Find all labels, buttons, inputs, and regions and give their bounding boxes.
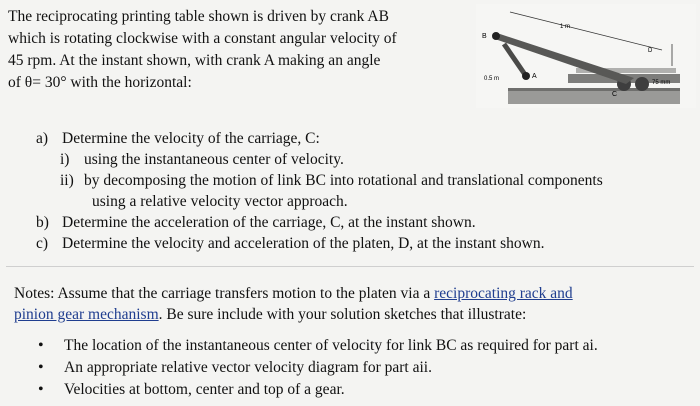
- intro-line-3: 45 rpm. At the instant shown, with crank A making an angle: [8, 52, 381, 69]
- question-c-text: Determine the velocity and acceleration of the platen, D, at the instant shown.: [62, 235, 545, 252]
- problem-intro: [8, 6, 478, 94]
- notes-paragraph: [14, 283, 674, 325]
- label-a: A: [532, 73, 537, 80]
- question-c-label: c): [36, 235, 49, 252]
- question-b: [36, 212, 696, 233]
- question-a-i-label: i): [60, 151, 70, 168]
- question-b-text: Determine the acceleration of the carriage, C, at the instant shown.: [62, 214, 476, 231]
- machine-base: [508, 90, 680, 104]
- rack-pinion-link-part2[interactable]: pinion gear mechanism: [14, 306, 159, 323]
- requirements-list: [36, 335, 598, 401]
- question-a-ii-text-2: using a relative velocity vector approach.: [92, 193, 348, 210]
- requirement-item: • The location of the instantaneous center of velocity for link BC as required for part ai.: [36, 335, 598, 357]
- base-top-edge: [508, 88, 680, 91]
- intro-line-4: of θ= 30° with the horizontal:: [8, 74, 192, 91]
- label-d: D: [648, 48, 653, 54]
- question-b-label: b): [36, 214, 49, 231]
- question-a-label: a): [36, 130, 49, 147]
- pin-b: [492, 32, 500, 40]
- question-a: [36, 128, 696, 149]
- requirement-item: • An appropriate relative vector velocity diagram for part aii.: [36, 357, 598, 379]
- question-a-ii-label: ii): [60, 172, 74, 189]
- requirement-item: • Velocities at bottom, center and top of a gear.: [36, 379, 598, 401]
- label-len-top: 1 m: [560, 24, 571, 30]
- gear-right: [635, 77, 649, 91]
- question-list: [36, 128, 696, 254]
- question-c: [36, 233, 696, 254]
- question-a-i: [36, 149, 696, 170]
- notes-prefix: Notes: Assume that the carriage transfers motion to the platen via a: [14, 285, 435, 302]
- rack-pinion-link-part1[interactable]: reciprocating rack and: [434, 285, 573, 302]
- section-divider: [6, 266, 694, 267]
- label-radius: 75 mm: [652, 80, 671, 86]
- question-a-ii: [36, 170, 696, 191]
- question-a-i-text: using the instantaneous center of velocity.: [84, 151, 344, 168]
- label-c: C: [612, 91, 618, 98]
- question-a-ii-text: by decomposing the motion of link BC into rotational and translational components: [84, 172, 603, 189]
- intro-line-2: which is rotating clockwise with a constant angular velocity of: [8, 30, 397, 47]
- pin-a: [522, 72, 530, 80]
- label-len-crank: 0.5 m: [484, 76, 500, 82]
- notes-suffix: . Be sure include with your solution sketches that illustrate:: [158, 306, 527, 323]
- question-a-ii-continued: [36, 191, 696, 212]
- label-b: B: [482, 33, 487, 40]
- mechanism-figure: [476, 4, 696, 108]
- question-a-text: Determine the velocity of the carriage, C:: [62, 130, 320, 147]
- intro-line-1: The reciprocating printing table shown is driven by crank AB: [8, 8, 389, 25]
